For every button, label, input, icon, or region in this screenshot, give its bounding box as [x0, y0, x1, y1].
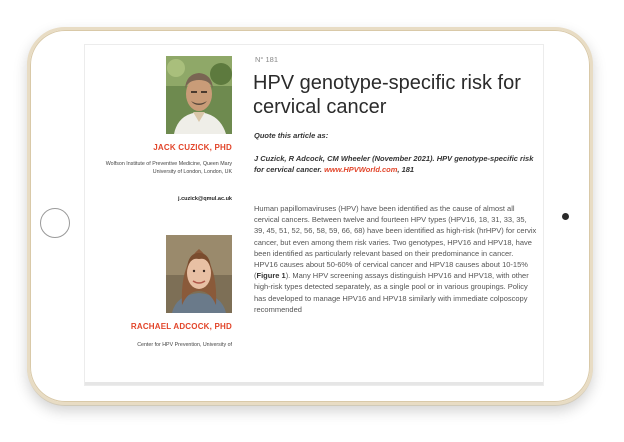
- citation-text: J Cuzick, R Adcock, CM Wheeler (November 2021). HPV genotype-specific risk for cervical cancer.: [254, 154, 534, 174]
- home-button[interactable]: [40, 208, 70, 238]
- quote-label: Quote this article as:: [254, 131, 329, 140]
- screen-bottom-bar: [85, 382, 543, 385]
- figure-reference[interactable]: Figure 1: [256, 271, 286, 281]
- body-paragraph-part1: Human papillomaviruses (HPV) have been identified as the cause of almost all cervical cancers. Between twelve and fourteen HPV types (HPV16, 18, 31, 33, 35, 39, 45, 51, 52, 56, 58, 59, 66, 68) have been identified as high-risk (hrHPV) for cervix cancer, but even among them risk varies. Two genotypes, HPV16 and HPV18, have been identified as particularly relevant based on their predominance in cancer. HPV16 causes about 50-60% of cervical cancer and HPV18 causes about 10-15% (: [254, 204, 537, 281]
- camera-icon: [562, 213, 569, 220]
- article-screen: [85, 45, 543, 385]
- issue-number: N° 181: [255, 55, 279, 64]
- citation: [254, 153, 539, 175]
- author-email-cuzick[interactable]: j.cuzick@qmul.ac.uk: [178, 196, 232, 202]
- author-photo-cuzick: [166, 56, 232, 134]
- citation-suffix: , 181: [397, 165, 415, 174]
- author-affiliation-adcock: Center for HPV Prevention, University of: [137, 342, 232, 348]
- article-title: HPV genotype-specific risk for cervical cancer: [253, 72, 521, 118]
- author-affiliation-cuzick: Wolfson Institute of Preventive Medicine, Queen Mary University of London, London, UK: [105, 161, 232, 175]
- author-name-cuzick: JACK CUZICK, PHD: [153, 143, 232, 152]
- body-paragraph-part2: ). Many HPV screening assays distinguish HPV16 and HPV18, with other high-risk types detected separately, as a single pool or in various groupings. Policy has developed to manage HPV16 and HPV18 similarly with immediate colposcopy recommended: [254, 271, 529, 314]
- author-name-adcock: RACHAEL ADCOCK, PHD: [130, 322, 232, 331]
- citation-link[interactable]: www.HPVWorld.com: [324, 165, 398, 174]
- article-body: [254, 203, 539, 315]
- author-photo-adcock: [166, 235, 232, 313]
